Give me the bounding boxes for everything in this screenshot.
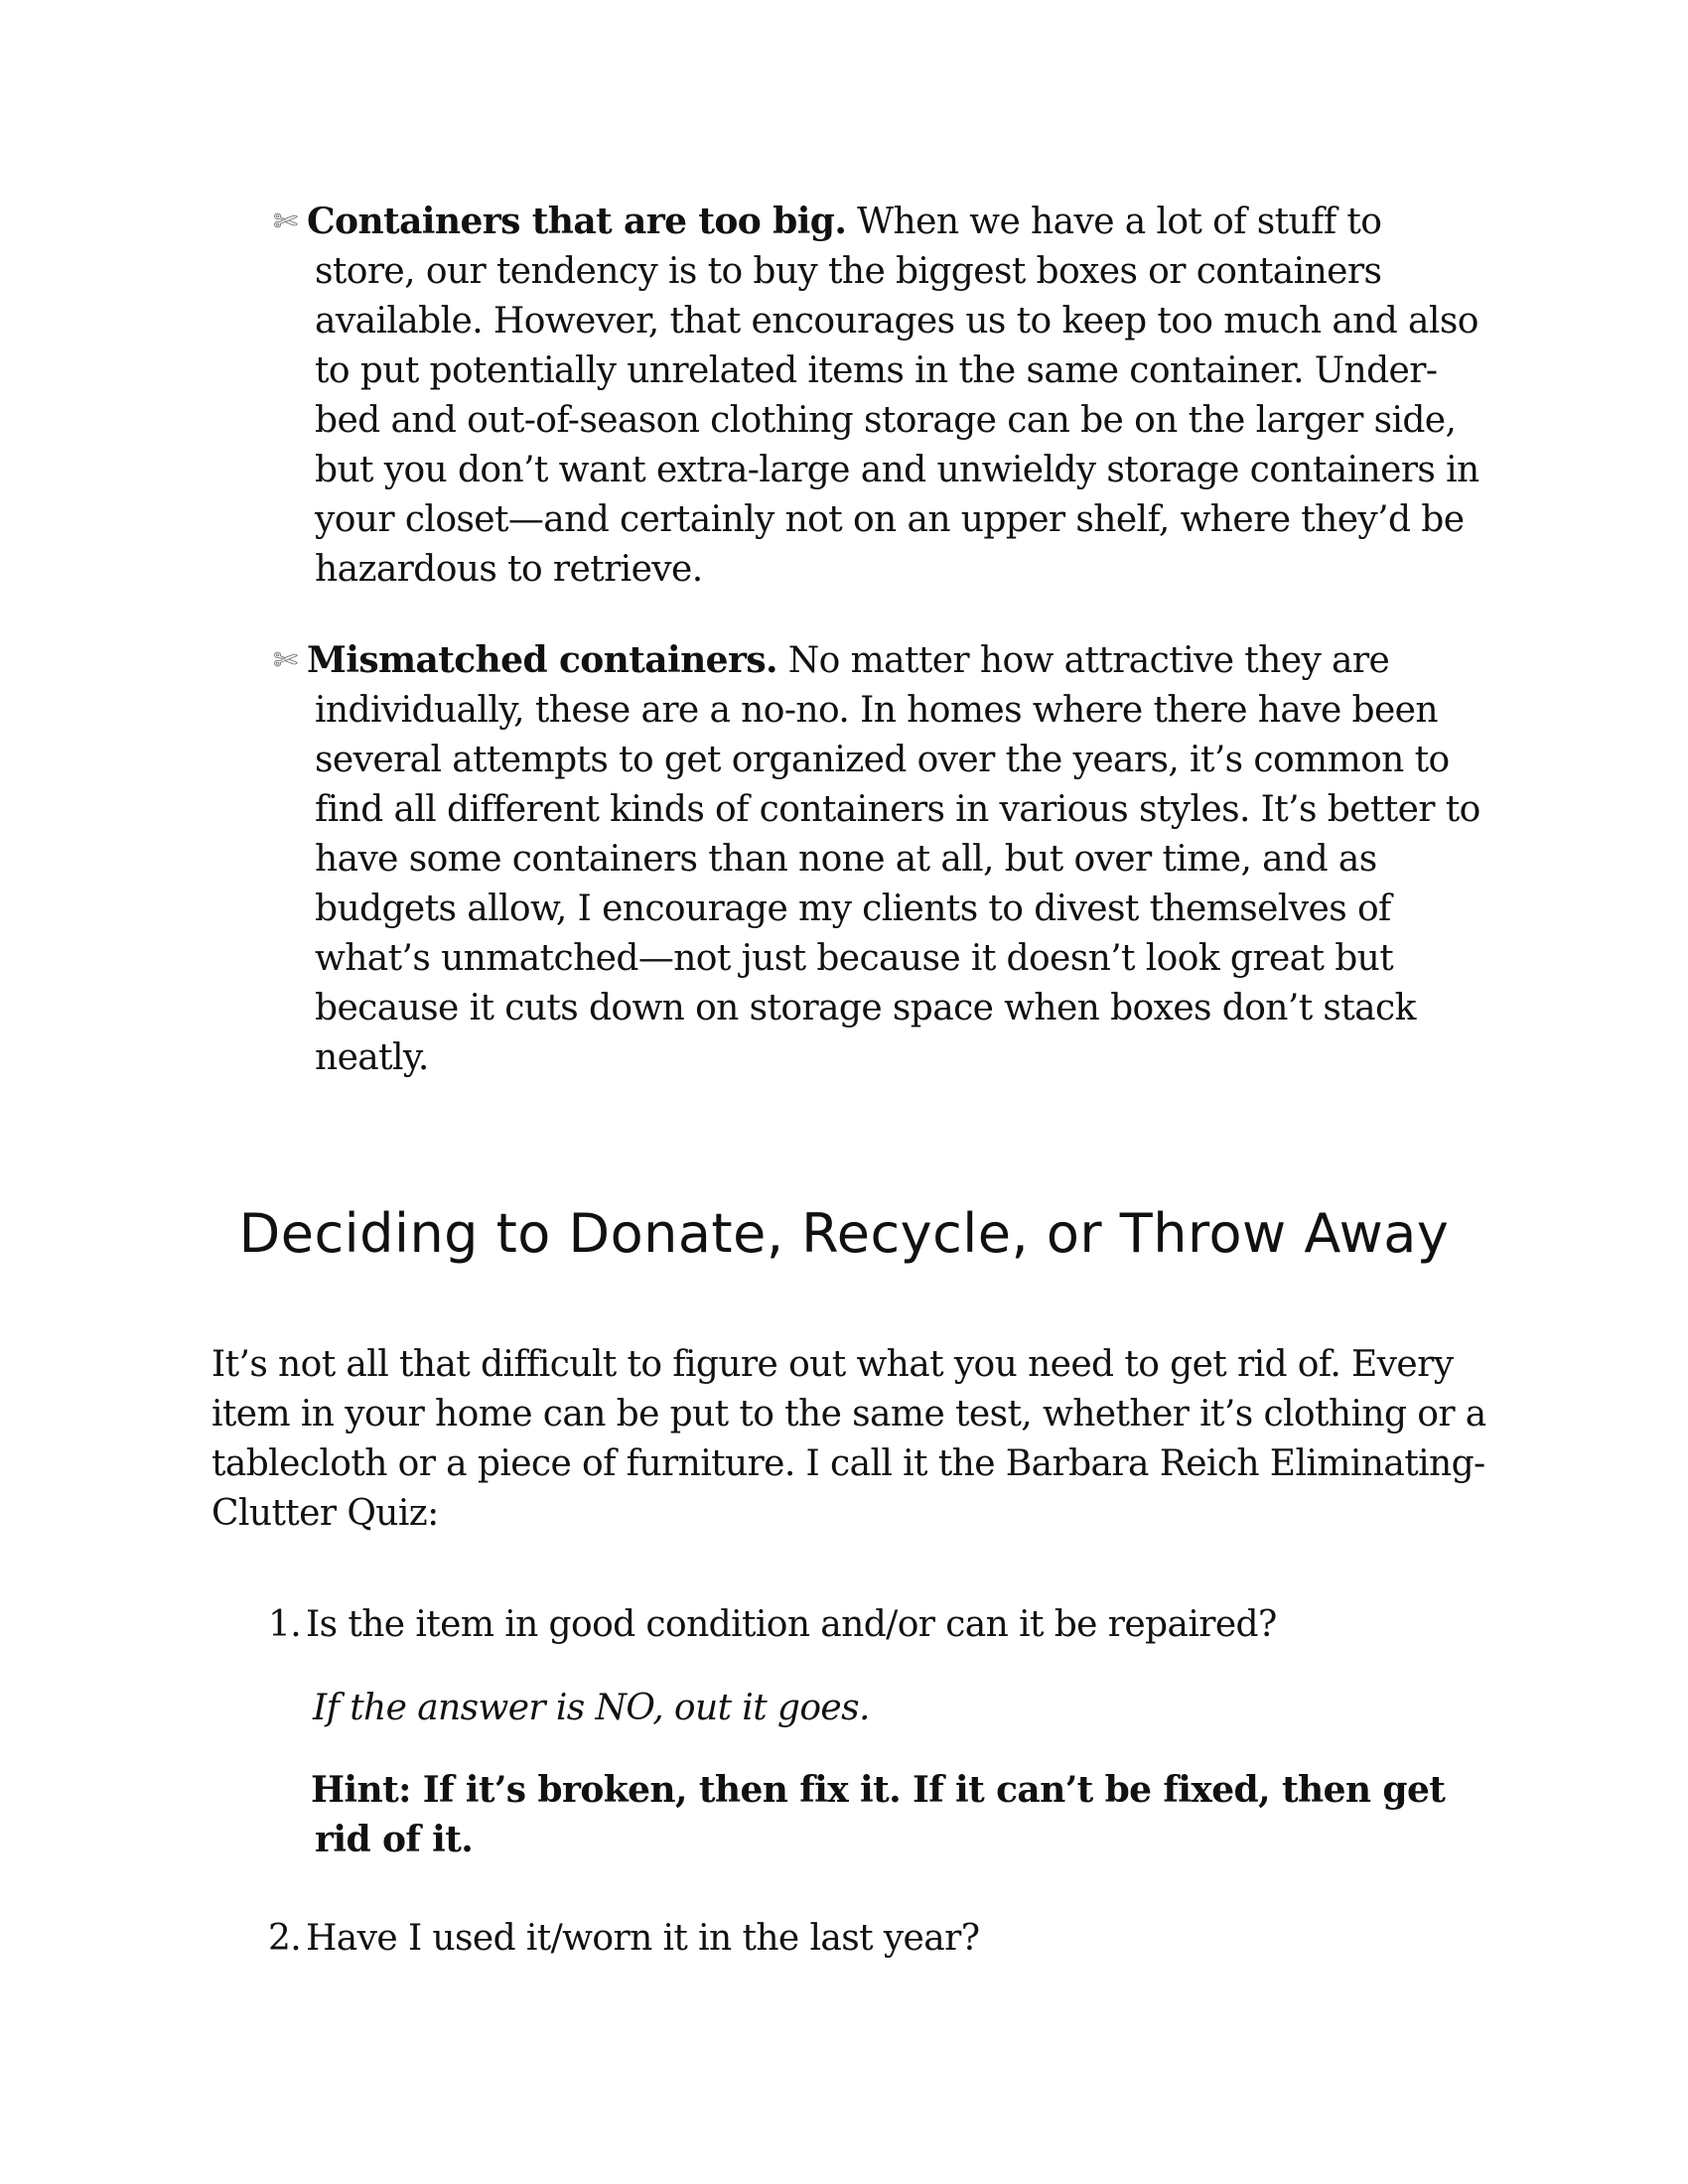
bullet-text: No matter how attractive they are individually, these are a no-no. In homes where there have been several attempts to get organized over the years, it’s common to find all different kinds of containers in various styles. It’s better to have some containers than none at all, but over time, and as budgets allow, I encourage my clients to divest themselves of what’s unmatched—not just because it doesn’t look great but because it cuts down on storage space when boxes don’t stack neatly. (315, 640, 1480, 1078)
bullet-paragraph (253, 197, 1489, 595)
bullet-lead: Mismatched containers. (307, 639, 777, 681)
bullet-item (253, 635, 1489, 1083)
bullet-text: When we have a lot of stuff to store, our tendency is to buy the biggest boxes or containers available. However, that encourages us to keep too much and also to put potentially unrelated items in the same container. Under-bed and out-of-season clothing storage can be on the larger side, but you don’t want extra-large and unwieldy storage containers in your closet—and certainly not on an upper shelf, where they’d be hazardous to retrieve. (315, 202, 1479, 590)
bullet-lead: Containers that are too big. (307, 201, 847, 242)
quiz-question-text: Have I used it/worn it in the last year? (306, 1918, 980, 1959)
quiz-answer: If the answer is NO, out it goes. (313, 1688, 870, 1728)
quiz-question (268, 1914, 1489, 1964)
bullet-paragraph (253, 635, 1489, 1083)
quiz-question (268, 1600, 1489, 1650)
section-heading: Deciding to Donate, Recycle, or Throw Away (238, 1202, 1450, 1265)
intro-paragraph: It’s not all that difficult to figure out what you need to get rid of. Every item in your home can be put to the same test, whether it’s clothing or a tablecloth or a piece of furniture. I call it the Barbara Reich Eliminating-Clutter Quiz: (211, 1344, 1486, 1534)
scissors-icon: ✄ (273, 205, 298, 239)
scissors-icon: ✄ (273, 643, 298, 678)
quiz-question-text: Is the item in good condition and/or can it be repaired? (306, 1604, 1277, 1645)
bullet-item (253, 197, 1489, 595)
quiz-number: 1. (268, 1604, 302, 1645)
quiz-hint: Hint: If it’s broken, then fix it. If it can’t be fixed, then get rid of it. (311, 1769, 1446, 1860)
quiz-number: 2. (268, 1918, 302, 1959)
